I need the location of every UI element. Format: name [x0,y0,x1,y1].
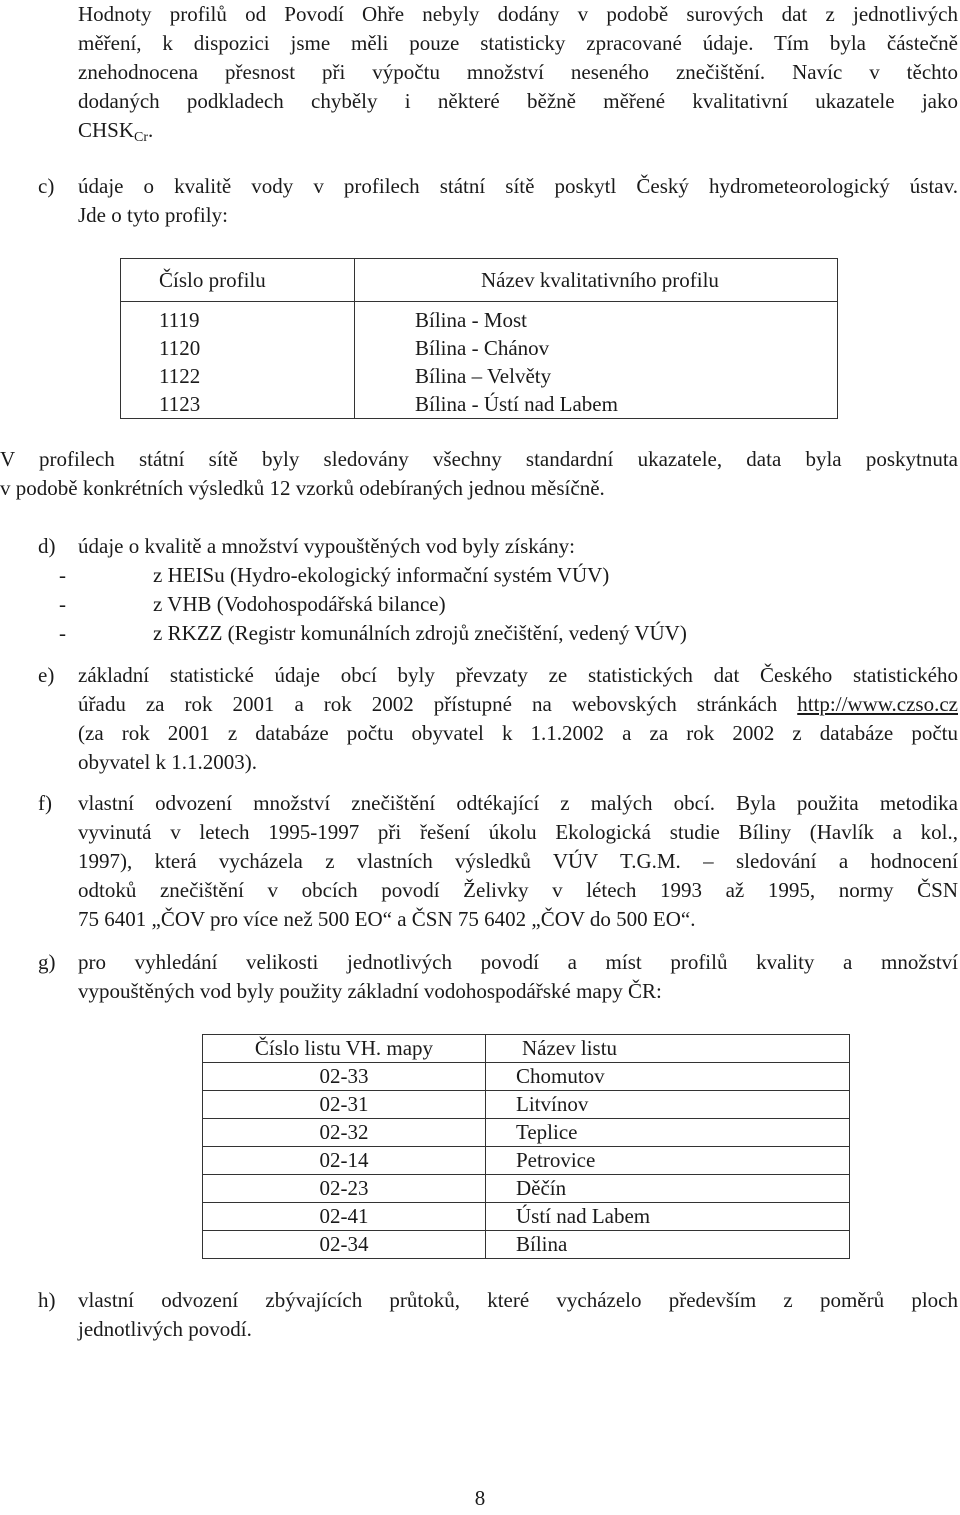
czso-link[interactable]: http://www.czso.cz [797,692,958,716]
item-c-label: c) [38,174,55,198]
item-c-line-2: Jde o tyto profily: [78,203,228,227]
item-h-line-1: vlastní odvození zbývajících průtoků, které vycházelo především z poměrů ploch [78,1288,958,1312]
page-number: 8 [474,1486,486,1510]
item-f-line-4: odtoků znečištění v obcích povodí Želivky v létech 1993 až 1995, normy ČSN [78,878,958,902]
item-h-label: h) [38,1288,56,1312]
table-row [203,1175,850,1203]
table-row [121,390,838,419]
profile-number: 1119 [121,302,355,335]
intro-line-3: znehodnocena přesnost při výpočtu množství neseného znečištění. Navíc v těchto [78,60,958,84]
map-table-header-name: Název listu [486,1035,850,1063]
source-rkzz: z RKZZ (Registr komunálních zdrojů znečištění, vedený VÚV) [153,621,687,645]
sheet-name: Ústí nad Labem [486,1203,850,1231]
table-row [203,1203,850,1231]
sheet-name: Petrovice [486,1147,850,1175]
state-network-paragraph [0,445,958,503]
profile-name: Bílina - Most [355,302,838,335]
profile-name: Bílina - Ústí nad Labem [355,390,838,419]
sheet-number: 02-31 [203,1091,486,1119]
item-c-line-1: údaje o kvalitě vody v profilech státní sítě poskytl Český hydrometeorologický ústav. [78,174,958,198]
dash-marker: - [59,621,66,645]
sheet-number: 02-34 [203,1231,486,1259]
sheet-name: Bílina [486,1231,850,1259]
profile-name: Bílina – Velvěty [355,362,838,390]
sheet-number: 02-23 [203,1175,486,1203]
item-g-label: g) [38,950,56,974]
table-row [203,1119,850,1147]
intro-line-4: dodaných podkladech chyběly i některé běžně měřené kvalitativní ukazatele jako [78,89,958,113]
item-e-line-1: základní statistické údaje obcí byly převzaty ze statistických dat Českého statistického [78,663,958,687]
item-f-label: f) [38,791,52,815]
sheet-name: Chomutov [486,1063,850,1091]
profile-name: Bílina - Chánov [355,334,838,362]
sheet-number: 02-14 [203,1147,486,1175]
profile-table [120,258,838,419]
item-e-line-2: úřadu za rok 2001 a rok 2002 přístupné na webovských stránkách http://www.czso.cz [78,692,958,716]
map-table-header-number: Číslo listu VH. mapy [203,1035,486,1063]
intro-paragraph [78,0,958,145]
chsk-text: CHSK [78,118,135,142]
source-heis: z HEISu (Hydro-ekologický informační systém VÚV) [153,563,610,587]
table-row [121,334,838,362]
sheet-name: Děčín [486,1175,850,1203]
sheet-number: 02-32 [203,1119,486,1147]
chsk-subscript: Cr [134,130,149,145]
intro-line-1: Hodnoty profilů od Povodí Ohře nebyly dodány v podobě surových dat z jednotlivých [78,2,958,26]
item-f-line-2: vyvinutá v letech 1995-1997 při řešení úkolu Ekologická studie Bíliny (Havlík a kol., [78,820,958,844]
item-f-line-3: 1997), která vycházela z vlastních výsledků VÚV T.G.M. – sledování a hodnocení [78,849,958,873]
item-g-line-2: vypouštěných vod byly použity základní vodohospodářské mapy ČR: [78,979,662,1003]
item-d-label: d) [38,534,56,558]
source-vhb: z VHB (Vodohospodářská bilance) [153,592,446,616]
item-e-line-4: obyvatel k 1.1.2003). [78,750,258,774]
table-row [121,362,838,390]
sheet-number: 02-41 [203,1203,486,1231]
item-f-line-5: 75 6401 „ČOV pro více než 500 EO“ a ČSN 75 6402 „ČOV do 500 EO“. [78,907,696,931]
sheet-number: 02-33 [203,1063,486,1091]
profile-number: 1122 [121,362,355,390]
item-d-line-1: údaje o kvalitě a množství vypouštěných vod byly získány: [78,534,575,558]
dash-marker: - [59,592,66,616]
sheet-name: Litvínov [486,1091,850,1119]
intro-line-5: $CHSK_{Cr}$. [78,118,154,145]
intro-line-2: měření, k dispozici jsme měli pouze statisticky zpracované údaje. Tím byla částečně [78,31,958,55]
item-e-line-3: (za rok 2001 z databáze počtu obyvatel k 1.1.2002 a za rok 2002 z databáze počtu [78,721,958,745]
map-sheet-table [202,1034,850,1259]
item-e-label: e) [38,663,55,687]
table-row [203,1147,850,1175]
profile-number: 1120 [121,334,355,362]
item-g-line-1: pro vyhledání velikosti jednotlivých povodí a míst profilů kvality a množství [78,950,958,974]
dash-marker: - [59,563,66,587]
table-row [203,1231,850,1259]
profile-number: 1123 [121,390,355,419]
table-row [203,1063,850,1091]
table-row [203,1091,850,1119]
sheet-name: Teplice [486,1119,850,1147]
profile-table-header-name: Název kvalitativního profilu [355,259,838,302]
item-f-line-1: vlastní odvození množství znečištění odtékající z malých obcí. Byla použita metodika [78,791,958,815]
table-row [121,302,838,335]
state-line-1: V profilech státní sítě byly sledovány všechny standardní ukazatele, data byla poskytnuta [0,447,958,471]
profile-table-header-number: Číslo profilu [121,259,355,302]
item-h-line-2: jednotlivých povodí. [78,1317,252,1341]
state-line-2: v podobě konkrétních výsledků 12 vzorků odebíraných jednou měsíčně. [0,476,605,500]
